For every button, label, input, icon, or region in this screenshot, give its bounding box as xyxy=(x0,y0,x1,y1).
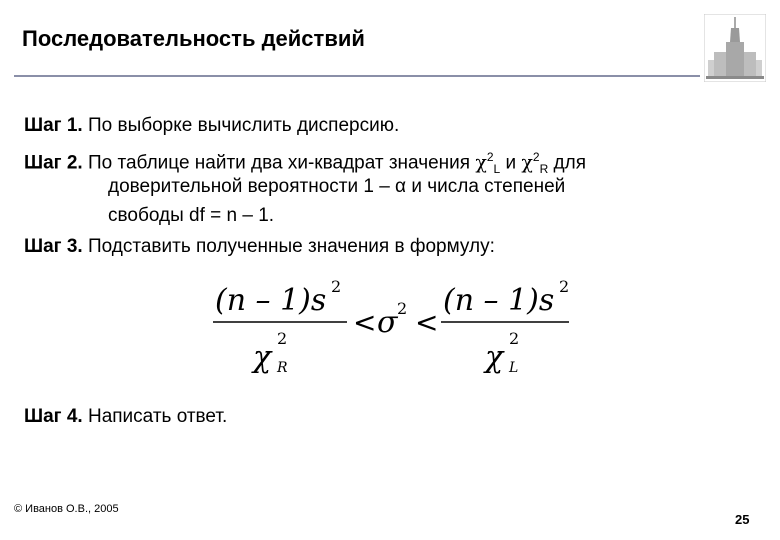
step-2-line-2: доверительной вероятности 1 – α и числа степеней xyxy=(108,176,566,197)
left-denominator-subscript: R xyxy=(277,360,288,376)
step-3-label: Шаг 3. xyxy=(24,236,83,257)
step-2-text: По таблице найти два хи-квадрат значения xyxy=(87,152,476,174)
page-title: Последовательность действий xyxy=(22,26,365,51)
page-number: 25 xyxy=(735,512,750,527)
step-4 xyxy=(24,402,227,432)
step-3-text: Подставить полученные значения в формулу: xyxy=(87,236,495,257)
right-denominator: χ xyxy=(485,340,504,375)
right-numerator: (n – 1)s xyxy=(443,283,555,318)
step-4-text: Написать ответ. xyxy=(87,406,228,427)
chi-right-exponent: 2 xyxy=(532,150,540,164)
less-than-left: < xyxy=(353,306,377,339)
sigma-exponent: 2 xyxy=(397,299,408,318)
less-than-right: < xyxy=(415,306,439,339)
step-2-line-3: свободы df = n – 1. xyxy=(108,205,275,226)
step-3 xyxy=(24,232,495,262)
chi-left-subscript: L xyxy=(493,162,501,177)
step-4-label: Шаг 4. xyxy=(24,406,83,427)
step-2-text-end: для xyxy=(548,152,587,174)
chi-symbol-right: χ xyxy=(521,151,533,174)
left-denominator: χ xyxy=(253,340,272,375)
right-numerator-exponent: 2 xyxy=(559,277,570,296)
left-denominator-exponent: 2 xyxy=(277,329,288,348)
right-denominator-subscript: L xyxy=(509,360,519,376)
confidence-interval-formula xyxy=(205,272,575,382)
chi-left-exponent: 2 xyxy=(486,150,494,164)
right-denominator-exponent: 2 xyxy=(509,329,520,348)
step-1-text: По выборке вычислить дисперсию. xyxy=(87,115,400,136)
step-2-conjunction: и xyxy=(500,152,522,174)
step-1 xyxy=(24,111,399,141)
sigma-symbol: σ xyxy=(377,305,398,340)
chi-right-subscript: R xyxy=(539,162,549,177)
step-1-label: Шаг 1. xyxy=(24,115,83,136)
left-numerator: (n – 1)s xyxy=(215,283,327,318)
title-divider xyxy=(14,75,700,77)
step-2-label: Шаг 2. xyxy=(24,152,83,174)
copyright-footer: © Иванов О.В., 2005 xyxy=(14,503,119,515)
university-building-logo xyxy=(704,14,766,82)
left-numerator-exponent: 2 xyxy=(331,277,342,296)
chi-symbol-left: χ xyxy=(475,151,487,174)
